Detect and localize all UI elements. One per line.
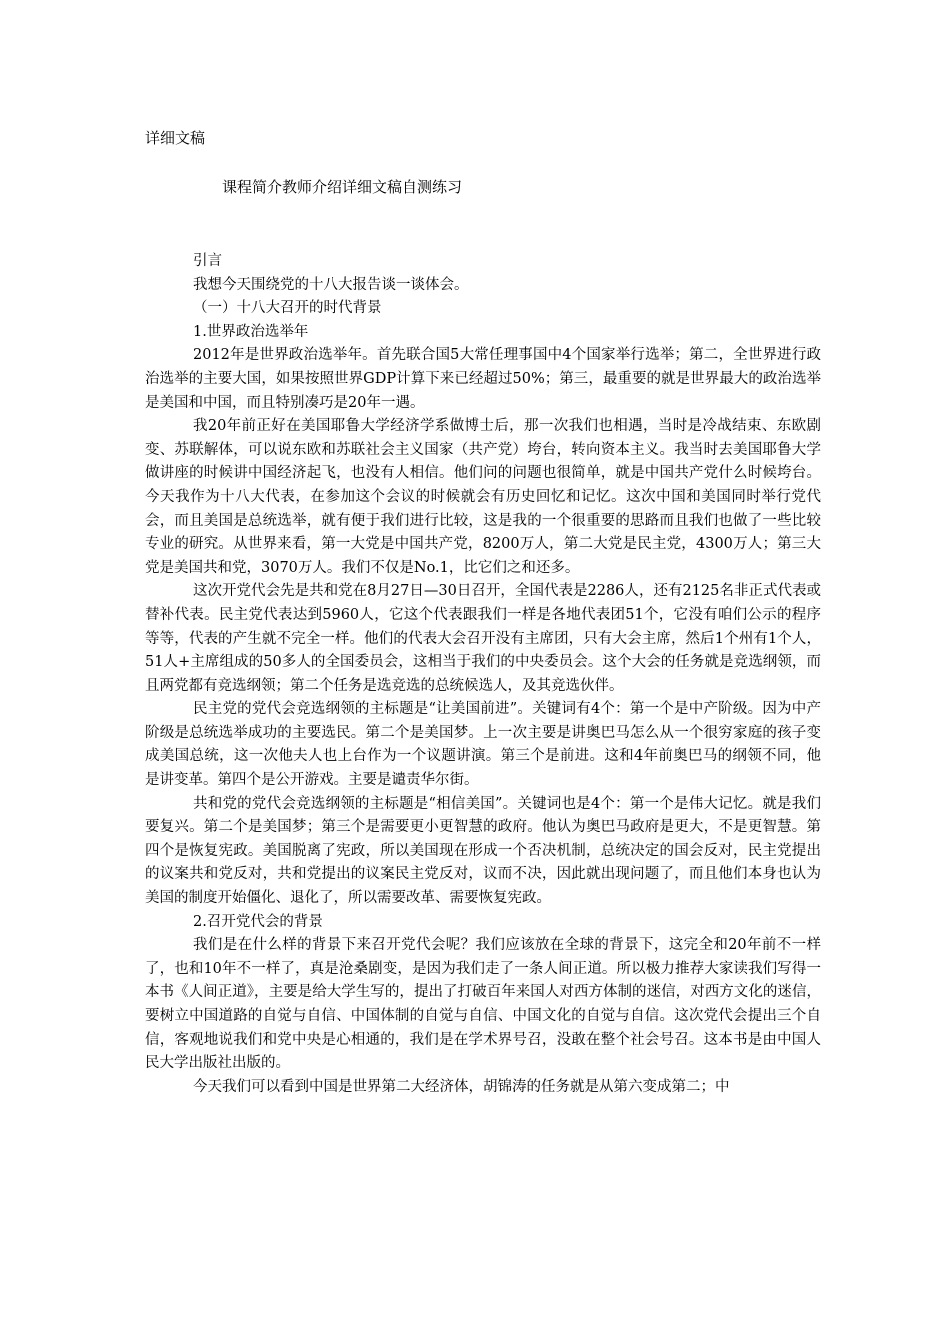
document-subtitle: 课程简介教师介绍详细文稿自测练习 [222, 178, 463, 196]
paragraph: 共和党的党代会竞选纲领的主标题是“相信美国”。关键词也是4个：第一个是伟大记忆。就是我们要复兴。第二个是美国梦；第三个是需要更小更智慧的政府。他认为奥巴马政府是更大，不是更智慧。第四个是恢复宪政。美国脱离了宪政，所以美国现在形成一个否决机制，总统决定的国会反对，民主党提出的议案共和党反对，共和党提出的议案民主党反对，议而不决，因此就出现问题了，而且他们本身也认为美国的制度开始僵化、退化了，所以需要改革、需要恢复宪政。 [145, 795, 821, 907]
subsection-heading: 1.世界政治选举年 [193, 323, 309, 340]
subsection-heading: 2.召开党代会的背景 [193, 913, 323, 930]
document-header-label: 详细文稿 [145, 129, 206, 147]
paragraph: 这次开党代会先是共和党在8月27日—30日召开，全国代表是2286人，还有2125名非正式代表或替补代表。民主党代表达到5960人，它这个代表跟我们一样是各地代表团51个，它没有咱们公示的程序等等，代表的产生就不完全一样。他们的代表大会召开没有主席团，只有大会主席，然后1个州有1个人，51人+主席组成的50多人的全国委员会，这相当于我们的中央委员会。这个大会的任务就是竞选纲领，而且两党都有竞选纲领；第二个任务是选竞选的总统候选人，及其竞选伙伴。 [145, 583, 821, 694]
paragraph: 我们是在什么样的背景下来召开党代会呢？我们应该放在全球的背景下，这完全和20年前不一样了，也和10年不一样了，真是沧桑剧变，是因为我们走了一条人间正道。所以极力推荐大家读我们写得一本书《人间正道》，主要是给大学生写的，提出了打破百年来国人对西方体制的迷信，对西方文化的迷信，要树立中国道路的自觉与自信、中国体制的自觉与自信、中国文化的自觉与自信。这次党代会提出三个自信，客观地说我们和党中央是心相通的，我们是在学术界号召，没敢在整个社会号召。这本书是由中国人民大学出版社出版的。 [145, 937, 821, 1072]
paragraph: 民主党的党代会竞选纲领的主标题是“让美国前进”。关键词有4个：第一个是中产阶级。因为中产阶级是总统选举成功的主要选民。第二个是美国梦。上一次主要是讲奥巴马怎么从一个很穷家庭的孩子变成美国总统，这一次他夫人也上台作为一个议题讲演。第三个是前进。这和4年前奥巴马的纲领不同，他是讲变革。第四个是公开游戏。主要是谴责华尔街。 [145, 701, 821, 789]
paragraph: 我20年前正好在美国耶鲁大学经济学系做博士后，那一次我们也相遇，当时是冷战结束、东欧剧变、苏联解体，可以说东欧和苏联社会主义国家（共产党）垮台，转向资本主义。我当时去美国耶鲁大学做讲座的时候讲中国经济起飞，也没有人相信。他们问的问题也很简单，就是中国共产党什么时候垮台。今天我作为十八大代表，在参加这个会议的时候就会有历史回忆和记忆。这次中国和美国同时举行党代会，而且美国是总统选举，就有便于我们进行比较，这是我的一个很重要的思路而且我们也做了一些比较专业的研究。从世界来看，第一大党是中国共产党，8200万人，第二大党是民主党，4300万人；第三大党是美国共和党，3070万人。我们不仅是No.1，比它们之和还多。 [145, 418, 821, 576]
document-body [145, 250, 821, 1099]
paragraph: 2012年是世界政治选举年。首先联合国5大常任理事国中4个国家举行选举；第二，全世界进行政治选举的主要大国，如果按照世界GDP计算下来已经超过50%；第三，最重要的就是世界最大的政治选举是美国和中国，而且特别凑巧是20年一遇。 [145, 347, 821, 411]
section-heading: （一）十八大召开的时代背景 [193, 300, 382, 317]
paragraph-intro-heading: 引言 [193, 253, 222, 269]
paragraph: 我想今天围绕党的十八大报告谈一谈体会。 [193, 276, 469, 293]
paragraph: 今天我们可以看到中国是世界第二大经济体，胡锦涛的任务就是从第六变成第二；中 [193, 1078, 730, 1095]
